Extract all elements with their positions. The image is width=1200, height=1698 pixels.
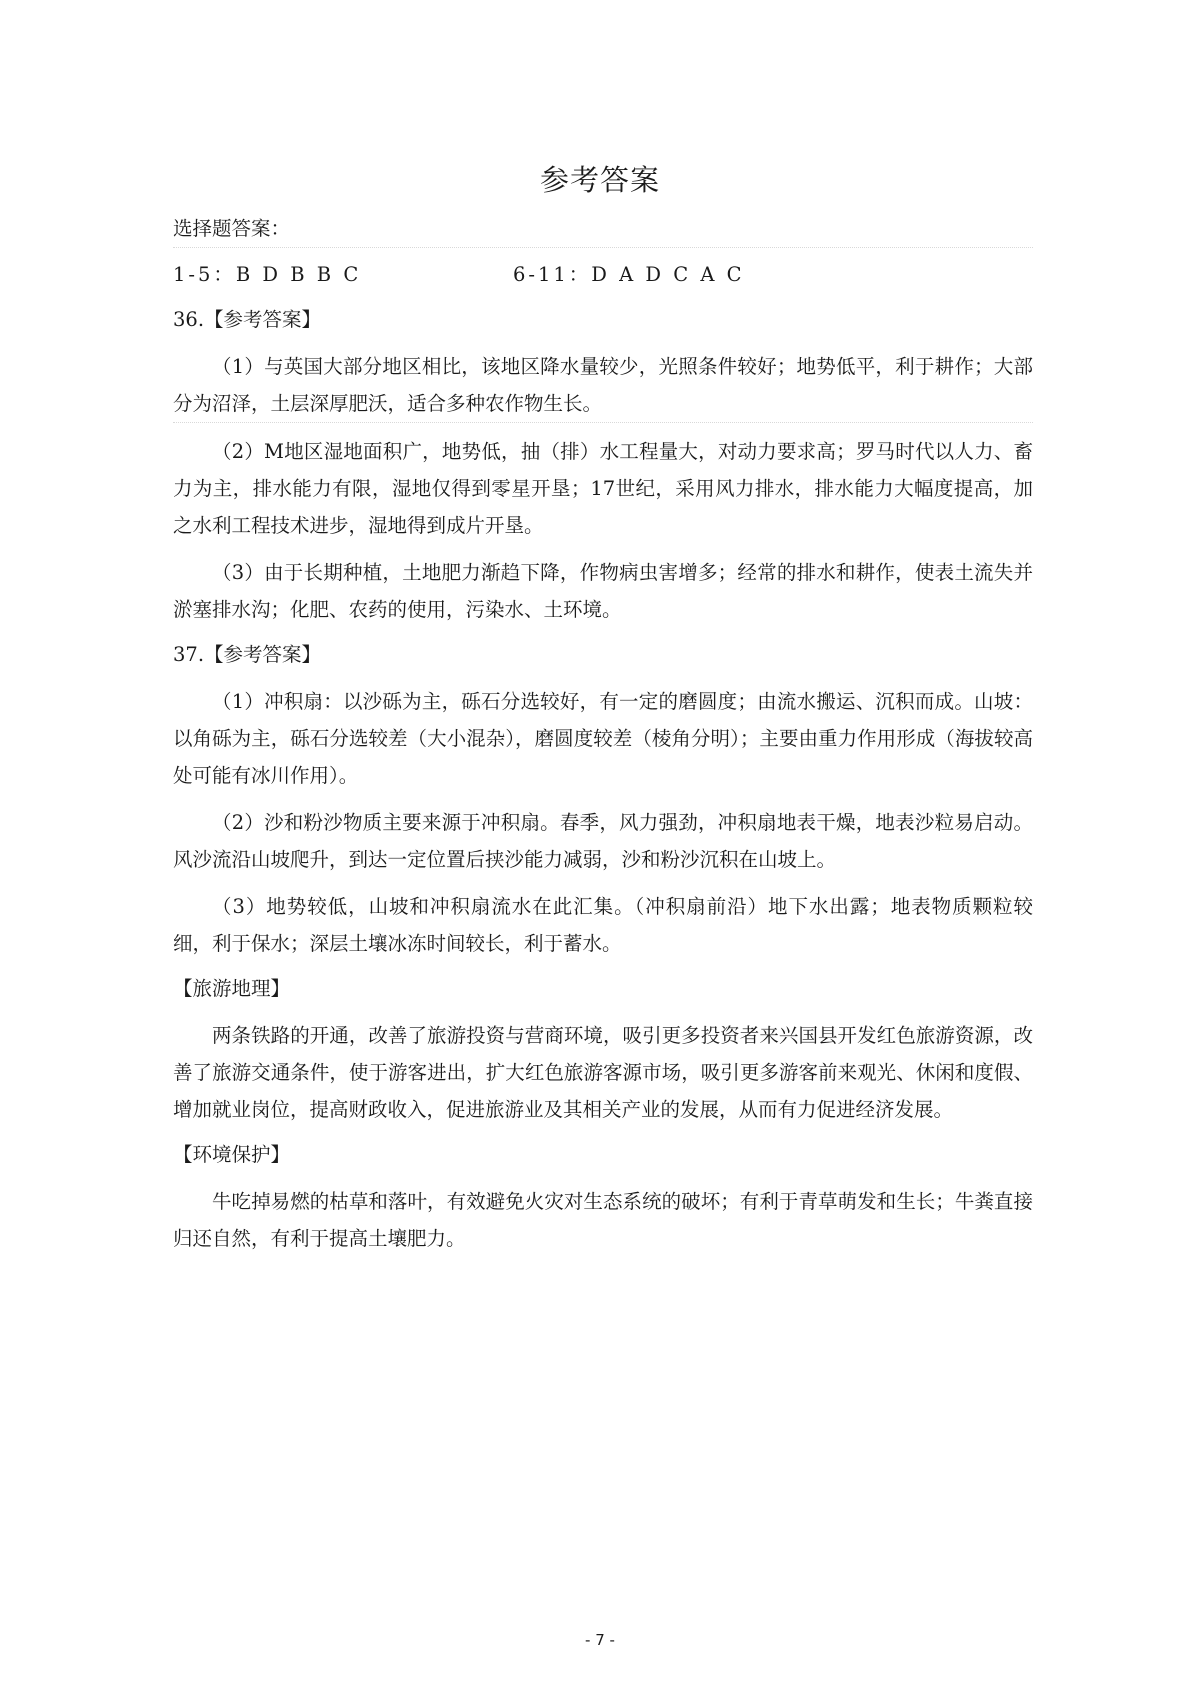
page-title: 参考答案: [539, 163, 660, 197]
q36-part1: （1）与英国大部分地区相比，该地区降水量较少，光照条件较好；地势低平，利于耕作；大部分为沼泽，土层深厚肥沃，适合多种农作物生长。: [173, 348, 1033, 423]
choice-answers-1-5: 1-5：B D B B C: [173, 263, 362, 286]
q36-heading: 36.【参考答案】: [173, 308, 322, 331]
tourism-heading: 【旅游地理】: [173, 977, 291, 1000]
answer-content: [173, 210, 1033, 1257]
q37-part1: （1）冲积扇：以沙砾为主，砾石分选较好，有一定的磨圆度；由流水搬运、沉积而成。山坡：以角砾为主，砾石分选较差（大小混杂），磨圆度较差（棱角分明）；主要由重力作用形成（海拔较高处可能有冰川作用）。: [173, 690, 1033, 787]
choice-answers: [173, 256, 1033, 293]
tourism-answer: 两条铁路的开通，改善了旅游投资与营商环境，吸引更多投资者来兴国县开发红色旅游资源，改善了旅游交通条件，使于游客进出，扩大红色旅游客源市场，吸引更多游客前来观光、休闲和度假、增加就业岗位，提高财政收入，促进旅游业及其相关产业的发展，从而有力促进经济发展。: [173, 1024, 1033, 1121]
q36-part2: （2）M地区湿地面积广，地势低，抽（排）水工程量大，对动力要求高；罗马时代以人力、畜力为主，排水能力有限，湿地仅得到零星开垦；17世纪，采用风力排水，排水能力大幅度提高，加之水利工程技术进步，湿地得到成片开垦。: [173, 440, 1033, 537]
environment-heading: 【环境保护】: [173, 1143, 291, 1166]
q37-part3: （3）地势较低，山坡和冲积扇流水在此汇集。（冲积扇前沿）地下水出露；地表物质颗粒较细，利于保水；深层土壤冰冻时间较长，利于蓄水。: [173, 895, 1033, 955]
choice-answers-6-11: 6-11：D A D C A C: [513, 263, 745, 286]
choice-heading: 选择题答案：: [173, 210, 1033, 248]
page-number: - 7 -: [585, 1631, 615, 1649]
q37-heading: 37.【参考答案】: [173, 643, 322, 666]
environment-answer: 牛吃掉易燃的枯草和落叶，有效避免火灾对生态系统的破坏；有利于青草萌发和生长；牛粪直接归还自然，有利于提高土壤肥力。: [173, 1190, 1033, 1250]
q37-part2: （2）沙和粉沙物质主要来源于冲积扇。春季，风力强劲，冲积扇地表干燥，地表沙粒易启动。风沙流沿山坡爬升，到达一定位置后挟沙能力减弱，沙和粉沙沉积在山坡上。: [173, 811, 1033, 871]
q36-part3: （3）由于长期种植，土地肥力渐趋下降，作物病虫害增多；经常的排水和耕作，使表土流失并淤塞排水沟；化肥、农药的使用，污染水、土环境。: [173, 561, 1033, 621]
